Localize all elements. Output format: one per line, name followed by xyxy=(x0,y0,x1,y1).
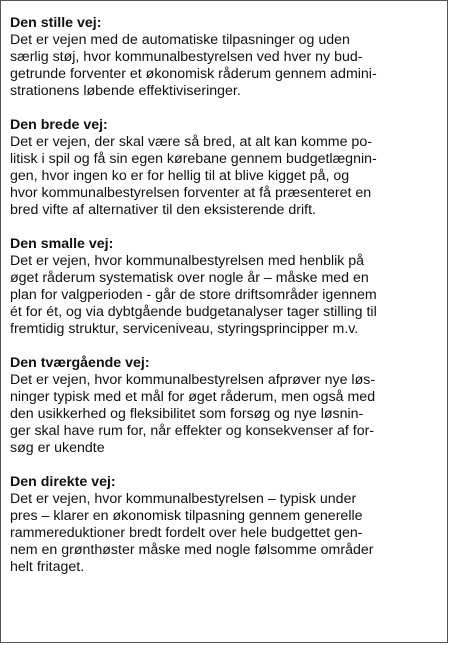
body-line: Det er vejen, hvor kommunalbestyrelsen med henblik på xyxy=(10,253,365,269)
section-heading: Den stille vej: xyxy=(10,15,102,31)
body-line: ninger typisk med et mål for øget råderum, men også med xyxy=(10,389,376,405)
body-line: Det er vejen, hvor kommunalbestyrelsen afprøver nye løs- xyxy=(10,372,376,388)
body-line: pres – klarer en økonomisk tilpasning gennem generelle xyxy=(10,508,363,524)
section-heading: Den direkte vej: xyxy=(10,474,116,490)
section-smalle-vej xyxy=(10,236,439,338)
body-line: strationens løbende effektiviseringer. xyxy=(10,83,241,99)
body-line: hvor kommunalbestyrelsen forventer at få præsenteret en xyxy=(10,185,372,201)
body-line: gen, hvor ingen ko er for hellig til at blive kigget på, og xyxy=(10,168,350,184)
body-line: helt fritaget. xyxy=(10,559,85,575)
body-line: øget råderum systematisk over nogle år – måske med en xyxy=(10,270,369,286)
body-line: litisk i spil og få sin egen kørebane gennem budgetlægnin- xyxy=(10,151,377,167)
body-line: plan for valgperioden - går de store driftsområder igennem xyxy=(10,287,377,303)
body-line: den usikkerhed og fleksibilitet som forsøg og nye løsnin- xyxy=(10,406,364,422)
body-line: ét for ét, og via dybtgående budgetanalyser tager stilling til xyxy=(10,304,377,320)
section-stille-vej xyxy=(10,15,439,100)
section-brede-vej xyxy=(10,117,439,219)
body-line: Det er vejen med de automatiske tilpasninger og uden xyxy=(10,32,350,48)
body-line: rammereduktioner bredt fordelt over hele budgettet gen- xyxy=(10,525,363,541)
body-line: ger skal have rum for, når effekter og konsekvenser af for- xyxy=(10,423,375,439)
body-line: søg er ukendte xyxy=(10,440,105,456)
section-heading: Den tværgående vej: xyxy=(10,355,150,371)
body-line: Det er vejen, hvor kommunalbestyrelsen – typisk under xyxy=(10,491,357,507)
body-line: Det er vejen, der skal være så bred, at alt kan komme po- xyxy=(10,134,372,150)
section-direkte-vej xyxy=(10,474,439,576)
section-heading: Den brede vej: xyxy=(10,117,108,133)
text-content xyxy=(1,1,447,576)
body-line: fremtidig struktur, serviceniveau, styringsprincipper m.v. xyxy=(10,321,359,337)
section-heading: Den smalle vej: xyxy=(10,236,114,252)
body-line: nem en grønthøster måske med nogle følsomme områder xyxy=(10,542,374,558)
body-line: bred vifte af alternativer til den eksisterende drift. xyxy=(10,202,316,218)
body-line: getrunde forventer et økonomisk råderum gennem admini- xyxy=(10,66,377,82)
body-line: særlig støj, hvor kommunalbestyrelsen ved hver ny bud- xyxy=(10,49,363,65)
section-tvaergaaende-vej xyxy=(10,355,439,457)
